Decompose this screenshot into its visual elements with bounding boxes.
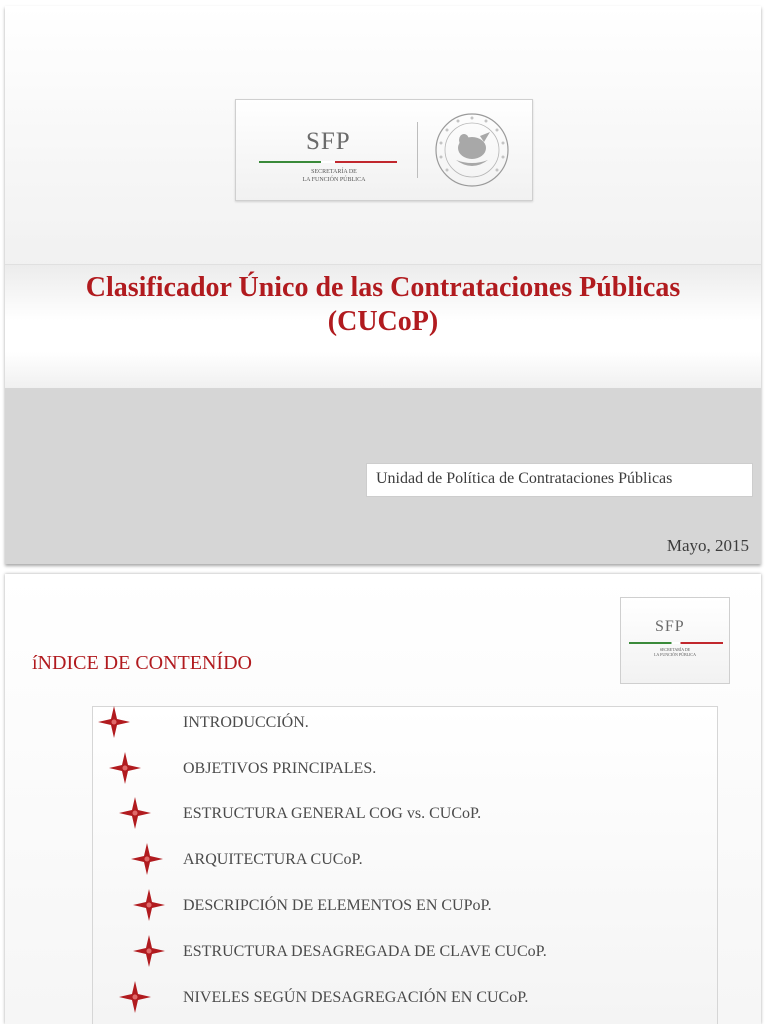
title-slide bbox=[5, 6, 761, 564]
presentation-date: Mayo, 2015 bbox=[666, 536, 749, 555]
sfp-logo-small bbox=[620, 597, 730, 684]
list-item-label: ARQUITECTURA CUCoP. bbox=[183, 851, 363, 868]
four-point-star-icon bbox=[108, 751, 142, 785]
sfp-logo-subtitle bbox=[284, 168, 384, 184]
sfp-subtitle-line1: SECRETARÍA DE bbox=[311, 169, 357, 175]
list-item-label: ESTRUCTURA GENERAL COG vs. CUCoP. bbox=[183, 805, 482, 822]
sfp-logo-text: SFP bbox=[306, 128, 351, 155]
unit-box bbox=[366, 463, 753, 497]
index-slide bbox=[5, 574, 761, 1024]
four-point-star-icon bbox=[118, 980, 152, 1014]
presentation-title bbox=[5, 271, 761, 339]
sfp-subtitle-line2: LA FUNCIÓN PÚBLICA bbox=[302, 177, 366, 183]
list-item-label: INTRODUCCIÓN. bbox=[183, 714, 309, 731]
title-line-2: (CUCoP) bbox=[327, 306, 439, 337]
four-point-star-icon bbox=[130, 842, 164, 876]
four-point-star-icon bbox=[132, 934, 166, 968]
title-line-1: Clasificador Único de las Contrataciones Públicas bbox=[85, 272, 681, 303]
four-point-star-icon bbox=[118, 796, 152, 830]
sfp-subtitle-small-line1: SECRETARÍA DE bbox=[659, 647, 691, 652]
list-item-label: NIVELES SEGÚN DESAGREGACIÓN EN CUCoP. bbox=[183, 989, 529, 1006]
four-point-star-icon bbox=[132, 888, 166, 922]
unit-name: Unidad de Política de Contrataciones Públicas bbox=[376, 470, 673, 487]
sfp-logo-panel bbox=[235, 99, 533, 201]
coat-of-arms-seal-icon bbox=[434, 112, 510, 188]
flag-color-bar bbox=[259, 161, 397, 163]
sfp-logo-text-small: SFP bbox=[655, 618, 685, 635]
list-item-label: OBJETIVOS PRINCIPALES. bbox=[183, 760, 377, 777]
index-heading: íNDICE DE CONTENÍDO bbox=[32, 652, 252, 674]
list-item-label: DESCRIPCIÓN DE ELEMENTOS EN CUPoP. bbox=[183, 897, 492, 914]
logo-divider bbox=[417, 122, 418, 178]
list-item-label: ESTRUCTURA DESAGREGADA DE CLAVE CUCoP. bbox=[183, 943, 547, 960]
sfp-subtitle-small-line2: LA FUNCIÓN PÚBLICA bbox=[653, 652, 696, 657]
flag-color-bar-small bbox=[629, 642, 723, 644]
sfp-logo-subtitle-small bbox=[647, 647, 703, 657]
four-point-star-icon bbox=[97, 705, 131, 739]
